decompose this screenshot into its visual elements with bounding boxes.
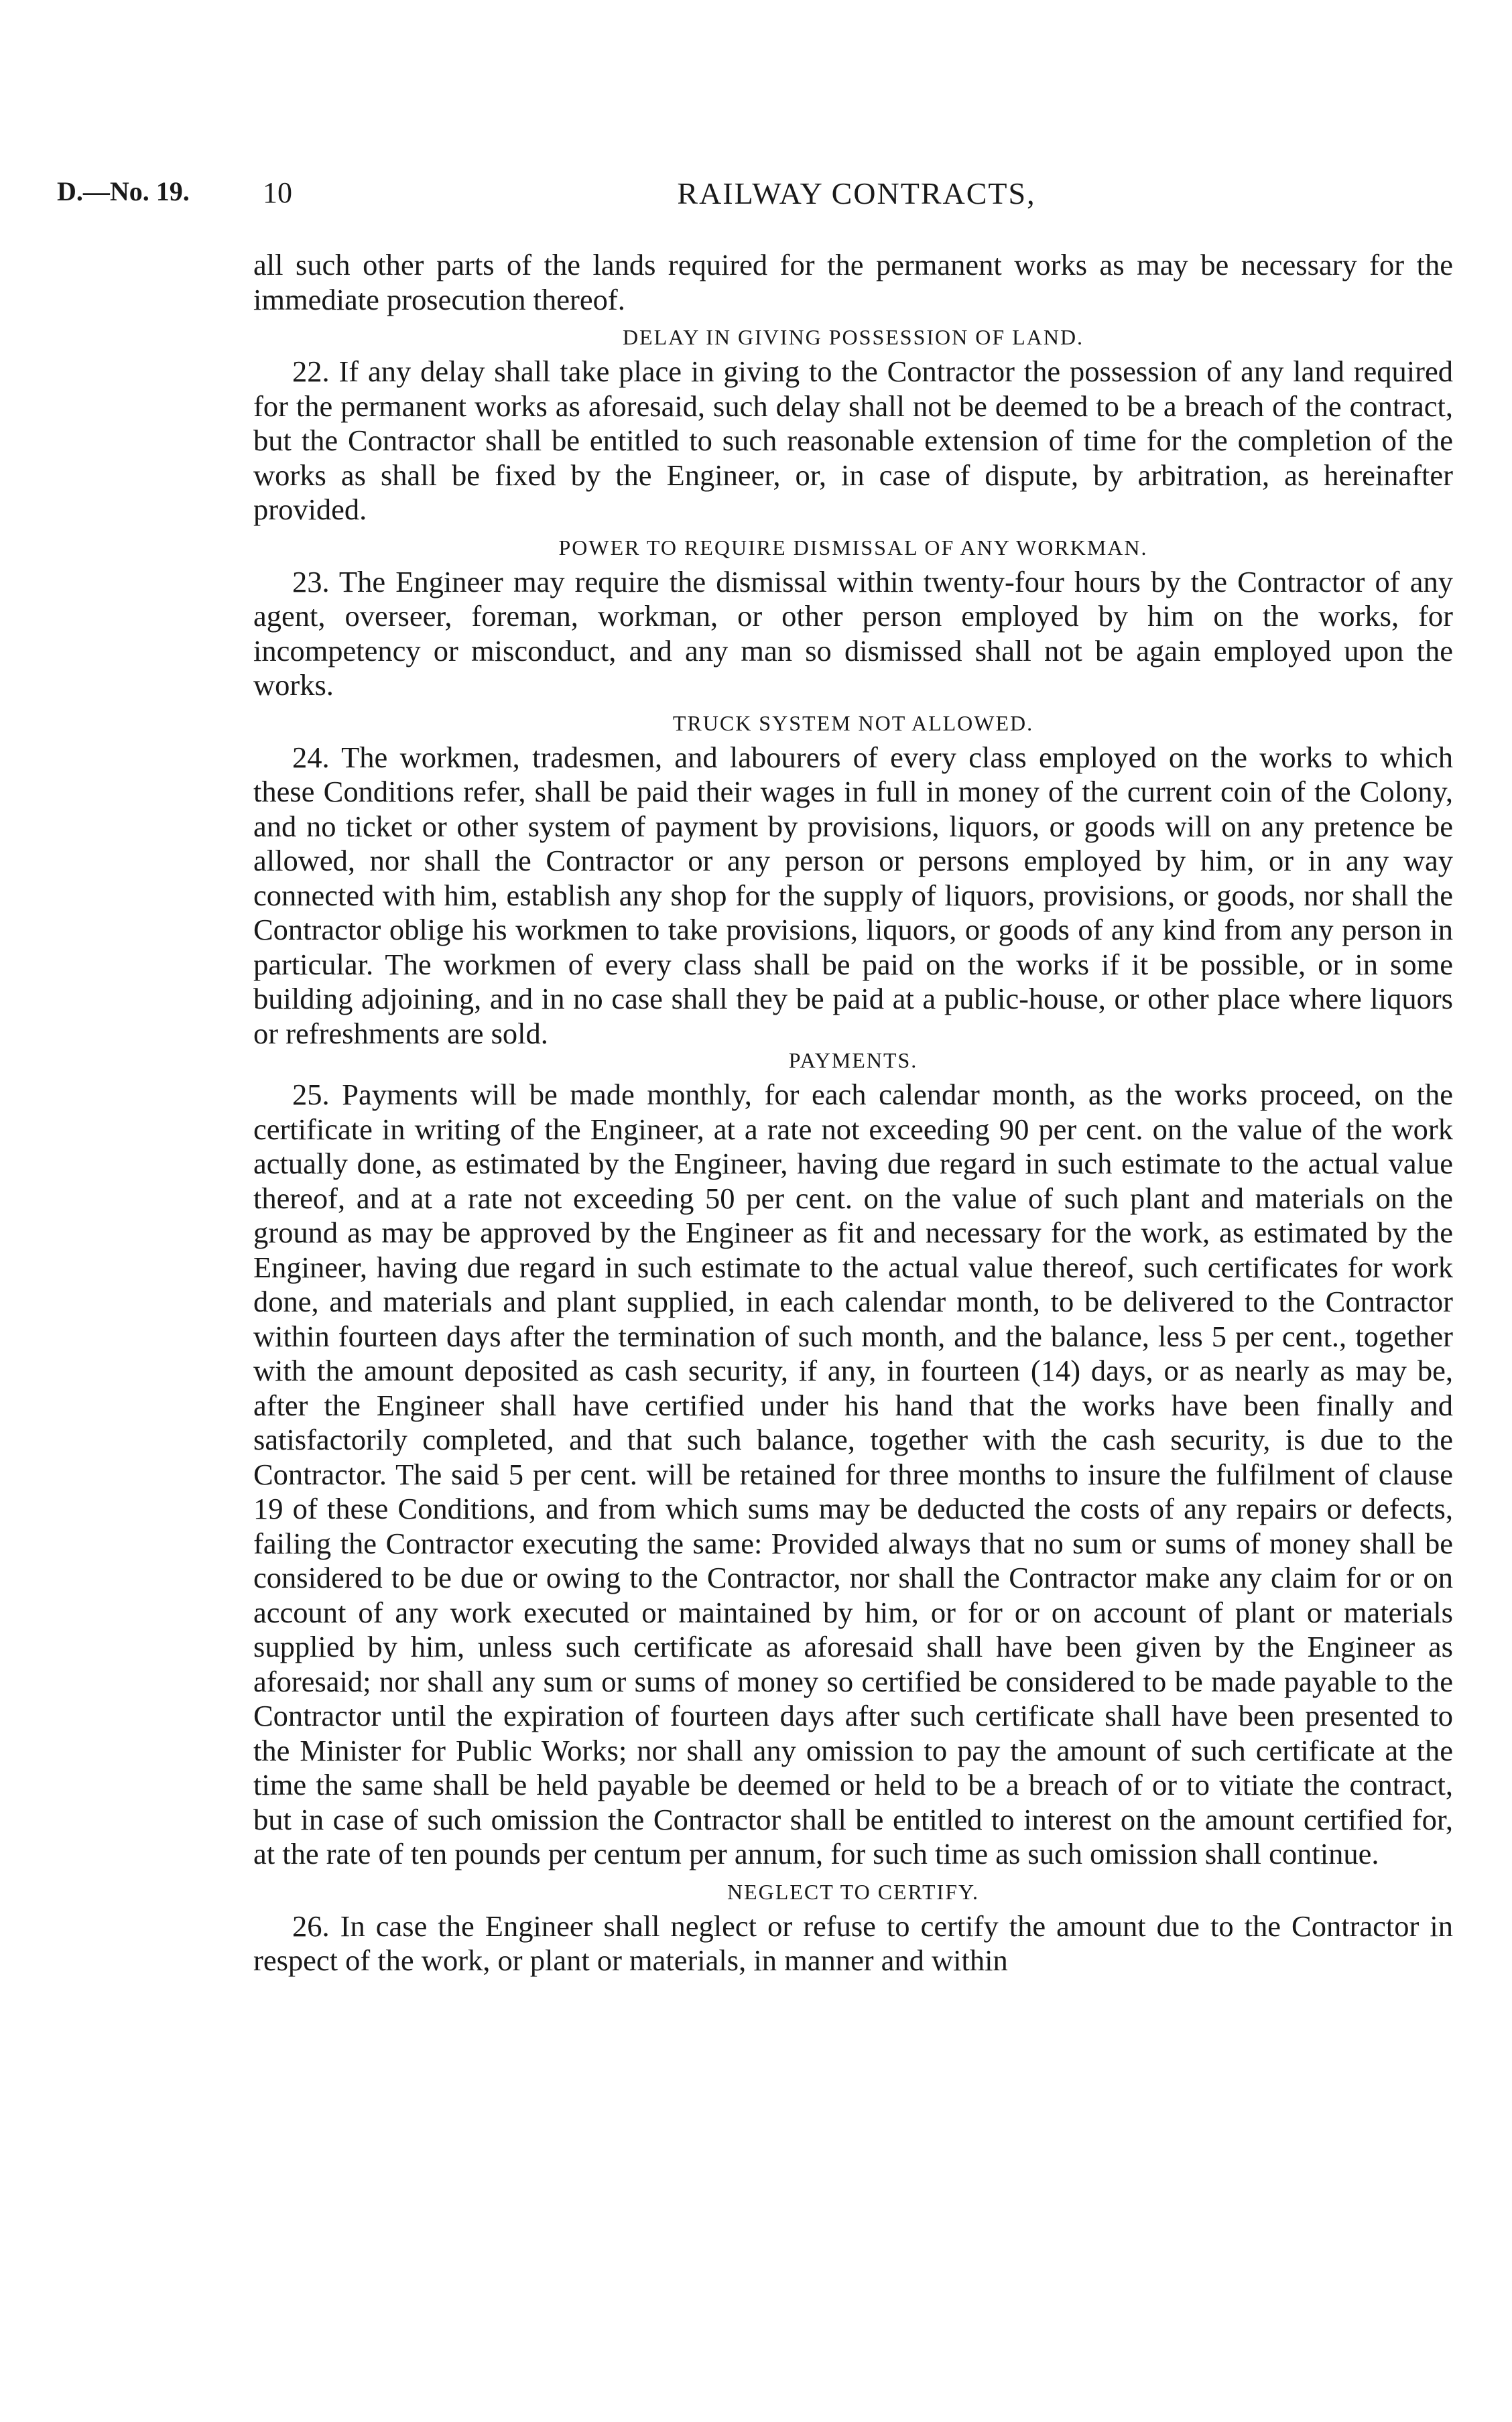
continuation-paragraph: all such other parts of the lands required for the permanent works as may be necessary for the immediate prosecution thereof.	[253, 248, 1453, 316]
document-reference: D.—No. 19.	[57, 176, 190, 206]
section-heading-24: TRUCK SYSTEM NOT ALLOWED.	[672, 710, 1034, 735]
clause-26: 26. In case the Engineer shall neglect or refuse to certify the amount due to the Contractor in respect of the work, or plant or materials, in manner and within	[253, 1909, 1453, 1977]
running-title: RAILWAY CONTRACTS,	[677, 176, 1036, 210]
page-header	[0, 176, 1512, 216]
section-heading-25: PAYMENTS.	[788, 1048, 918, 1072]
clause-23: 23. The Engineer may require the dismissal within twenty-four hours by the Contractor of any agent, overseer, foreman, workman, or other person employed by him on the works, for incompetency or misconduct, and any man so dismissed shall not be again employed upon the works.	[253, 564, 1453, 702]
section-heading-22: DELAY IN GIVING POSSESSION OF LAND.	[622, 325, 1084, 349]
page-number: 10	[263, 176, 292, 209]
section-heading-23: POWER TO REQUIRE DISMISSAL OF ANY WORKMAN.	[558, 535, 1148, 560]
section-heading-26: NEGLECT TO CERTIFY.	[727, 1879, 979, 1904]
clause-24: 24. The workmen, tradesmen, and labourers of every class employed on the works to which these Conditions refer, shall be paid their wages in full in money of the current coin of the Colony, and no ticket or other system of payment by provisions, liquors, or goods will on any pretence be allowed, nor shall the Contractor or any person or persons employed by him, or in any way connected with him, establish any shop for the supply of liquors, provisions, or goods, nor shall the Contractor oblige his workmen to take provisions, liquors, or goods of any kind from any person in particular. The workmen of every class shall be paid on the works if it be possible, or in some building adjoining, and in no case shall they be paid at a public-house, or other place where liquors or refreshments are sold.	[253, 740, 1453, 1050]
clause-25: 25. Payments will be made monthly, for each calendar month, as the works proceed, on the certificate in writing of the Engineer, at a rate not exceeding 90 per cent. on the value of the work actually done, as estimated by the Engineer, having due regard in such estimate to the actual value thereof, and at a rate not exceeding 50 per cent. on the value of such plant and materials on the ground as may be approved by the Engineer as fit and necessary for the work, as estimated by the Engineer, having due regard in such estimate to the actual value thereof, such certificates for work done, and materials and plant supplied, in each calendar month, to be delivered to the Contractor within fourteen days after the termination of such month, and the balance, less 5 per cent., together with the amount deposited as cash security, if any, in fourteen (14) days, or as nearly as may be, after the Engineer shall have certified under his hand that the works have been finally and satisfactorily completed, and that such balance, together with the cash security, is due to the Contractor. The said 5 per cent. will be retained for three months to insure the fulfilment of clause 19 of these Conditions, and from which sums may be deducted the costs of any repairs or defects, failing the Contractor executing the same: Provided always that no sum or sums of money shall be considered to be due or owing to the Contractor, nor shall the Contractor make any claim for or on account of any work executed or maintained by him, or for or on account of plant or materials supplied by him, unless such certificate as aforesaid shall have been given by the Engineer as aforesaid; nor shall any sum or sums of money so certified be considered to be made payable to the Contractor until the expiration of fourteen days after such certificate shall have been presented to the Minister for Public Works; nor shall any omission to pay the amount of such certificate at the time the same shall be held payable be deemed or held to be a breach of or to vitiate the contract, but in case of such omission the Contractor shall be entitled to interest on the amount certified for, at the rate of ten pounds per centum per annum, for such time as such omission shall continue.	[253, 1078, 1453, 1870]
clause-22: 22. If any delay shall take place in giving to the Contractor the possession of any land required for the permanent works as aforesaid, such delay shall not be deemed to be a breach of the contract, but the Contractor shall be entitled to such reasonable extension of time for the completion of the works as shall be fixed by the Engineer, or, in case of dispute, by arbitration, as hereinafter provided.	[253, 355, 1453, 526]
document-body	[253, 248, 1453, 1978]
